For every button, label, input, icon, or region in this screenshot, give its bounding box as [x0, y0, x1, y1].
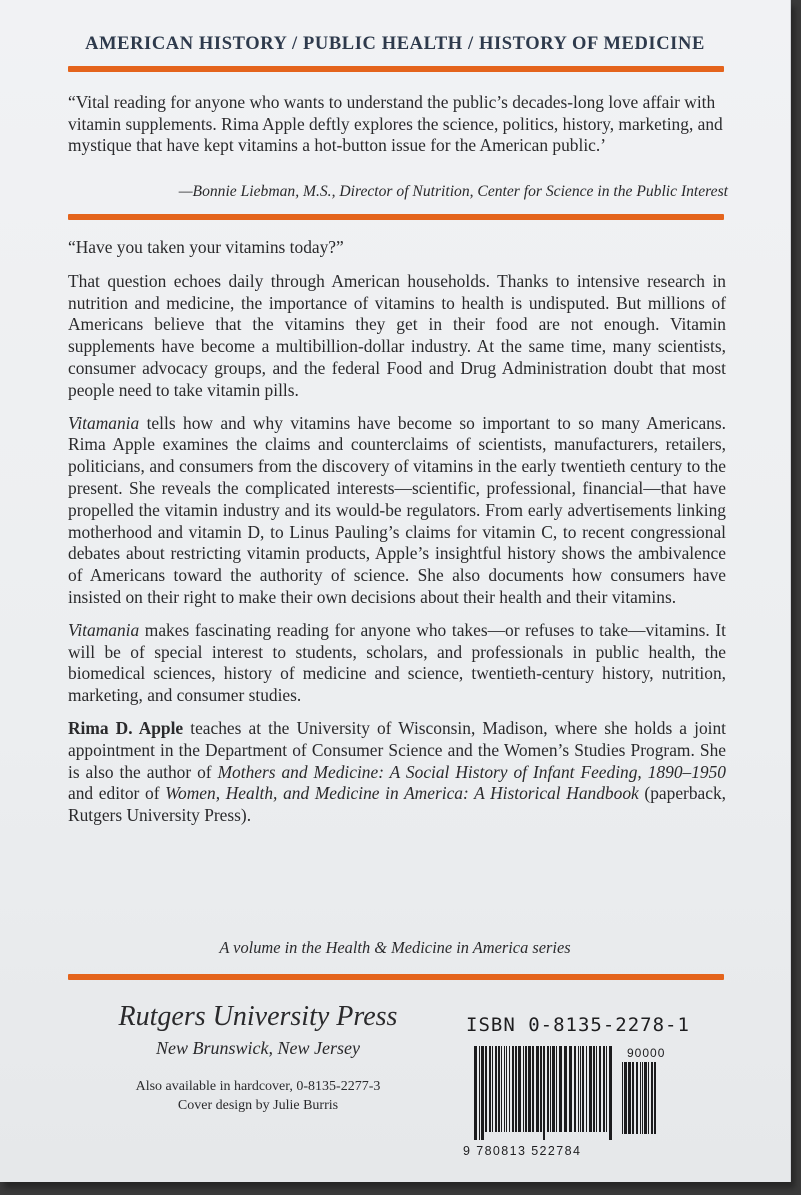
- barcode-bar: [540, 1046, 542, 1132]
- barcode-bar: [492, 1046, 493, 1132]
- barcode-bar: [498, 1046, 500, 1132]
- review-quote: “Vital reading for anyone who wants to understand the public’s decades-long love affair with vitamin supplements. Rima Apple deftly explores the science, politics, history, marketing, and mystique that have kept vitamins a hot-button issue for the American public.’: [68, 92, 723, 155]
- isbn-text: ISBN 0-8135-2278-1: [466, 1014, 690, 1036]
- barcode-bar: [582, 1046, 584, 1132]
- category-heading: AMERICAN HISTORY / PUBLIC HEALTH / HISTORY OF MEDICINE: [85, 34, 705, 54]
- price-addon-bars: [622, 1062, 656, 1134]
- barcode-bar: [644, 1062, 647, 1134]
- barcode-bar: [569, 1046, 572, 1132]
- orange-rule-bottom: [68, 974, 724, 980]
- hardcover-note: Also available in hardcover, 0-8135-2277-3: [135, 1079, 381, 1094]
- barcode-bar: [651, 1062, 653, 1134]
- barcode-bar: [515, 1046, 517, 1132]
- series-note: A volume in the Health & Medicine in America series: [219, 938, 571, 957]
- paragraph-intro: That question echoes daily through American households. Thanks to intensive research in nutrition and medicine, the importance of vitamins to health is undisputed. But millions of Americans believe that the vitamins they get in their food are not enough. Vitamin supplements have become a multibillion-dollar industry. At the same time, many scientists, consumer advocacy groups, and the federal Food and Drug Administration doubt that most people need to take vitamin pills.: [68, 270, 726, 400]
- barcode-bar: [495, 1046, 497, 1132]
- barcode-bar: [622, 1062, 623, 1134]
- publisher-place: New Brunswick, New Jersey: [156, 1038, 360, 1058]
- barcode-bar: [547, 1046, 549, 1132]
- barcode-bar: [606, 1046, 607, 1132]
- price-code: 90000: [627, 1046, 666, 1060]
- orange-rule-top: [68, 66, 724, 72]
- barcode-bar: [543, 1046, 545, 1140]
- barcode-bar: [489, 1046, 491, 1132]
- barcode-bar: [648, 1062, 649, 1134]
- barcode-bar: [596, 1046, 597, 1132]
- barcode-bar: [532, 1046, 534, 1132]
- barcode-bar: [642, 1062, 643, 1134]
- barcode-bar: [485, 1046, 487, 1132]
- barcode-bar: [603, 1046, 605, 1132]
- barcode-bar: [574, 1046, 576, 1132]
- publisher-block: [66, 1000, 450, 1115]
- paragraph-overview: Vitamania tells how and why vitamins have become so important to so many Americans. Rima Apple examines the claims and counterclaims of scientists, manufacturers, retailers, politicians, and consumers from the discovery of vitamins in the early twentieth century to the present. She reveals the complicated interests—scientific, professional, financial—that have propelled the vitamin industry and its would-be regulators. From early advertisements linking motherhood and vitamin D, to Linus Pauling’s claims for vitamin C, to recent congressional debates about restricting vitamin products, Apple’s insightful history shows the ambivalence of Americans toward the authority of science. She also documents how consumers have insisted on their right to make their own decisions about their health and their vitamins.: [68, 412, 726, 607]
- barcode-bar: [578, 1046, 579, 1132]
- barcode-bar: [609, 1046, 612, 1140]
- barcode-bar: [640, 1062, 641, 1134]
- barcode-bar: [593, 1046, 595, 1132]
- publisher-name: Rutgers University Press: [118, 1001, 398, 1032]
- author-bio: Rima D. Apple teaches at the University of Wisconsin, Madison, where she holds a joint appointment in the Department of Consumer Science and the Women’s Studies Program. She is also the author of Mothers and Medicine: A Social History of Infant Feeding, 1890–1950 and editor of Women, Health, and Medicine in America: A Historical Handbook (paperback, Rutgers University Press).: [68, 717, 727, 826]
- barcode-bar: [518, 1046, 521, 1132]
- barcode-bar: [506, 1046, 507, 1132]
- barcode-bar: [536, 1046, 539, 1132]
- barcode-bar: [624, 1062, 627, 1134]
- barcode-bar: [654, 1062, 656, 1134]
- barcode-bar: [509, 1046, 510, 1132]
- barcode-bar: [586, 1046, 587, 1132]
- description-body: [68, 237, 726, 838]
- barcode-icon: [472, 1046, 722, 1142]
- barcode-bar: [580, 1046, 581, 1132]
- barcode-bar: [501, 1046, 502, 1132]
- ean-barcode-bars: [474, 1046, 612, 1140]
- orange-rule-mid: [68, 214, 724, 220]
- book-title-1: Mothers and Medicine: A Social History of Infant Feeding, 1890–1950: [217, 761, 726, 782]
- book-title-2: Women, Health, and Medicine in America: A Historical Handbook: [165, 783, 639, 804]
- barcode-number: 9 780813 522784: [463, 1144, 582, 1158]
- paragraph-audience: Vitamania makes fascinating reading for anyone who takes—or refuses to take—vitamins. It will be of special interest to students, scholars, and professionals in public health, the biomedical sciences, history of medicine and science, twentieth-century history, nutrition, marketing, and consumer studies.: [68, 619, 726, 706]
- barcode-bar: [564, 1046, 567, 1132]
- barcode-bar: [479, 1046, 480, 1140]
- barcode-bar: [556, 1046, 557, 1132]
- review-attribution: —Bonnie Liebman, M.S., Director of Nutrition, Center for Science in the Public Interest: [178, 183, 728, 200]
- barcode-bar: [512, 1046, 514, 1132]
- barcode-bar: [589, 1046, 592, 1132]
- barcode-bar: [474, 1046, 477, 1140]
- author-name: Rima D. Apple: [68, 717, 184, 738]
- barcode-bar: [481, 1046, 484, 1140]
- barcode-bar: [525, 1046, 527, 1132]
- barcode-bar: [632, 1062, 634, 1134]
- barcode-bar: [528, 1046, 531, 1132]
- cover-design-credit: Cover design by Julie Burris: [177, 1098, 339, 1113]
- barcode-bar: [559, 1046, 562, 1132]
- barcode-bar: [599, 1046, 601, 1132]
- title-italic: Vitamania: [68, 619, 140, 640]
- barcode-bar: [636, 1062, 638, 1134]
- opening-question: “Have you taken your vitamins today?”: [68, 237, 344, 257]
- barcode-bar: [504, 1046, 505, 1132]
- barcode-bar: [523, 1046, 524, 1132]
- barcode-bar: [628, 1062, 631, 1134]
- barcode-bar: [550, 1046, 551, 1132]
- barcode-bar: [552, 1046, 555, 1132]
- title-italic: Vitamania: [68, 412, 140, 433]
